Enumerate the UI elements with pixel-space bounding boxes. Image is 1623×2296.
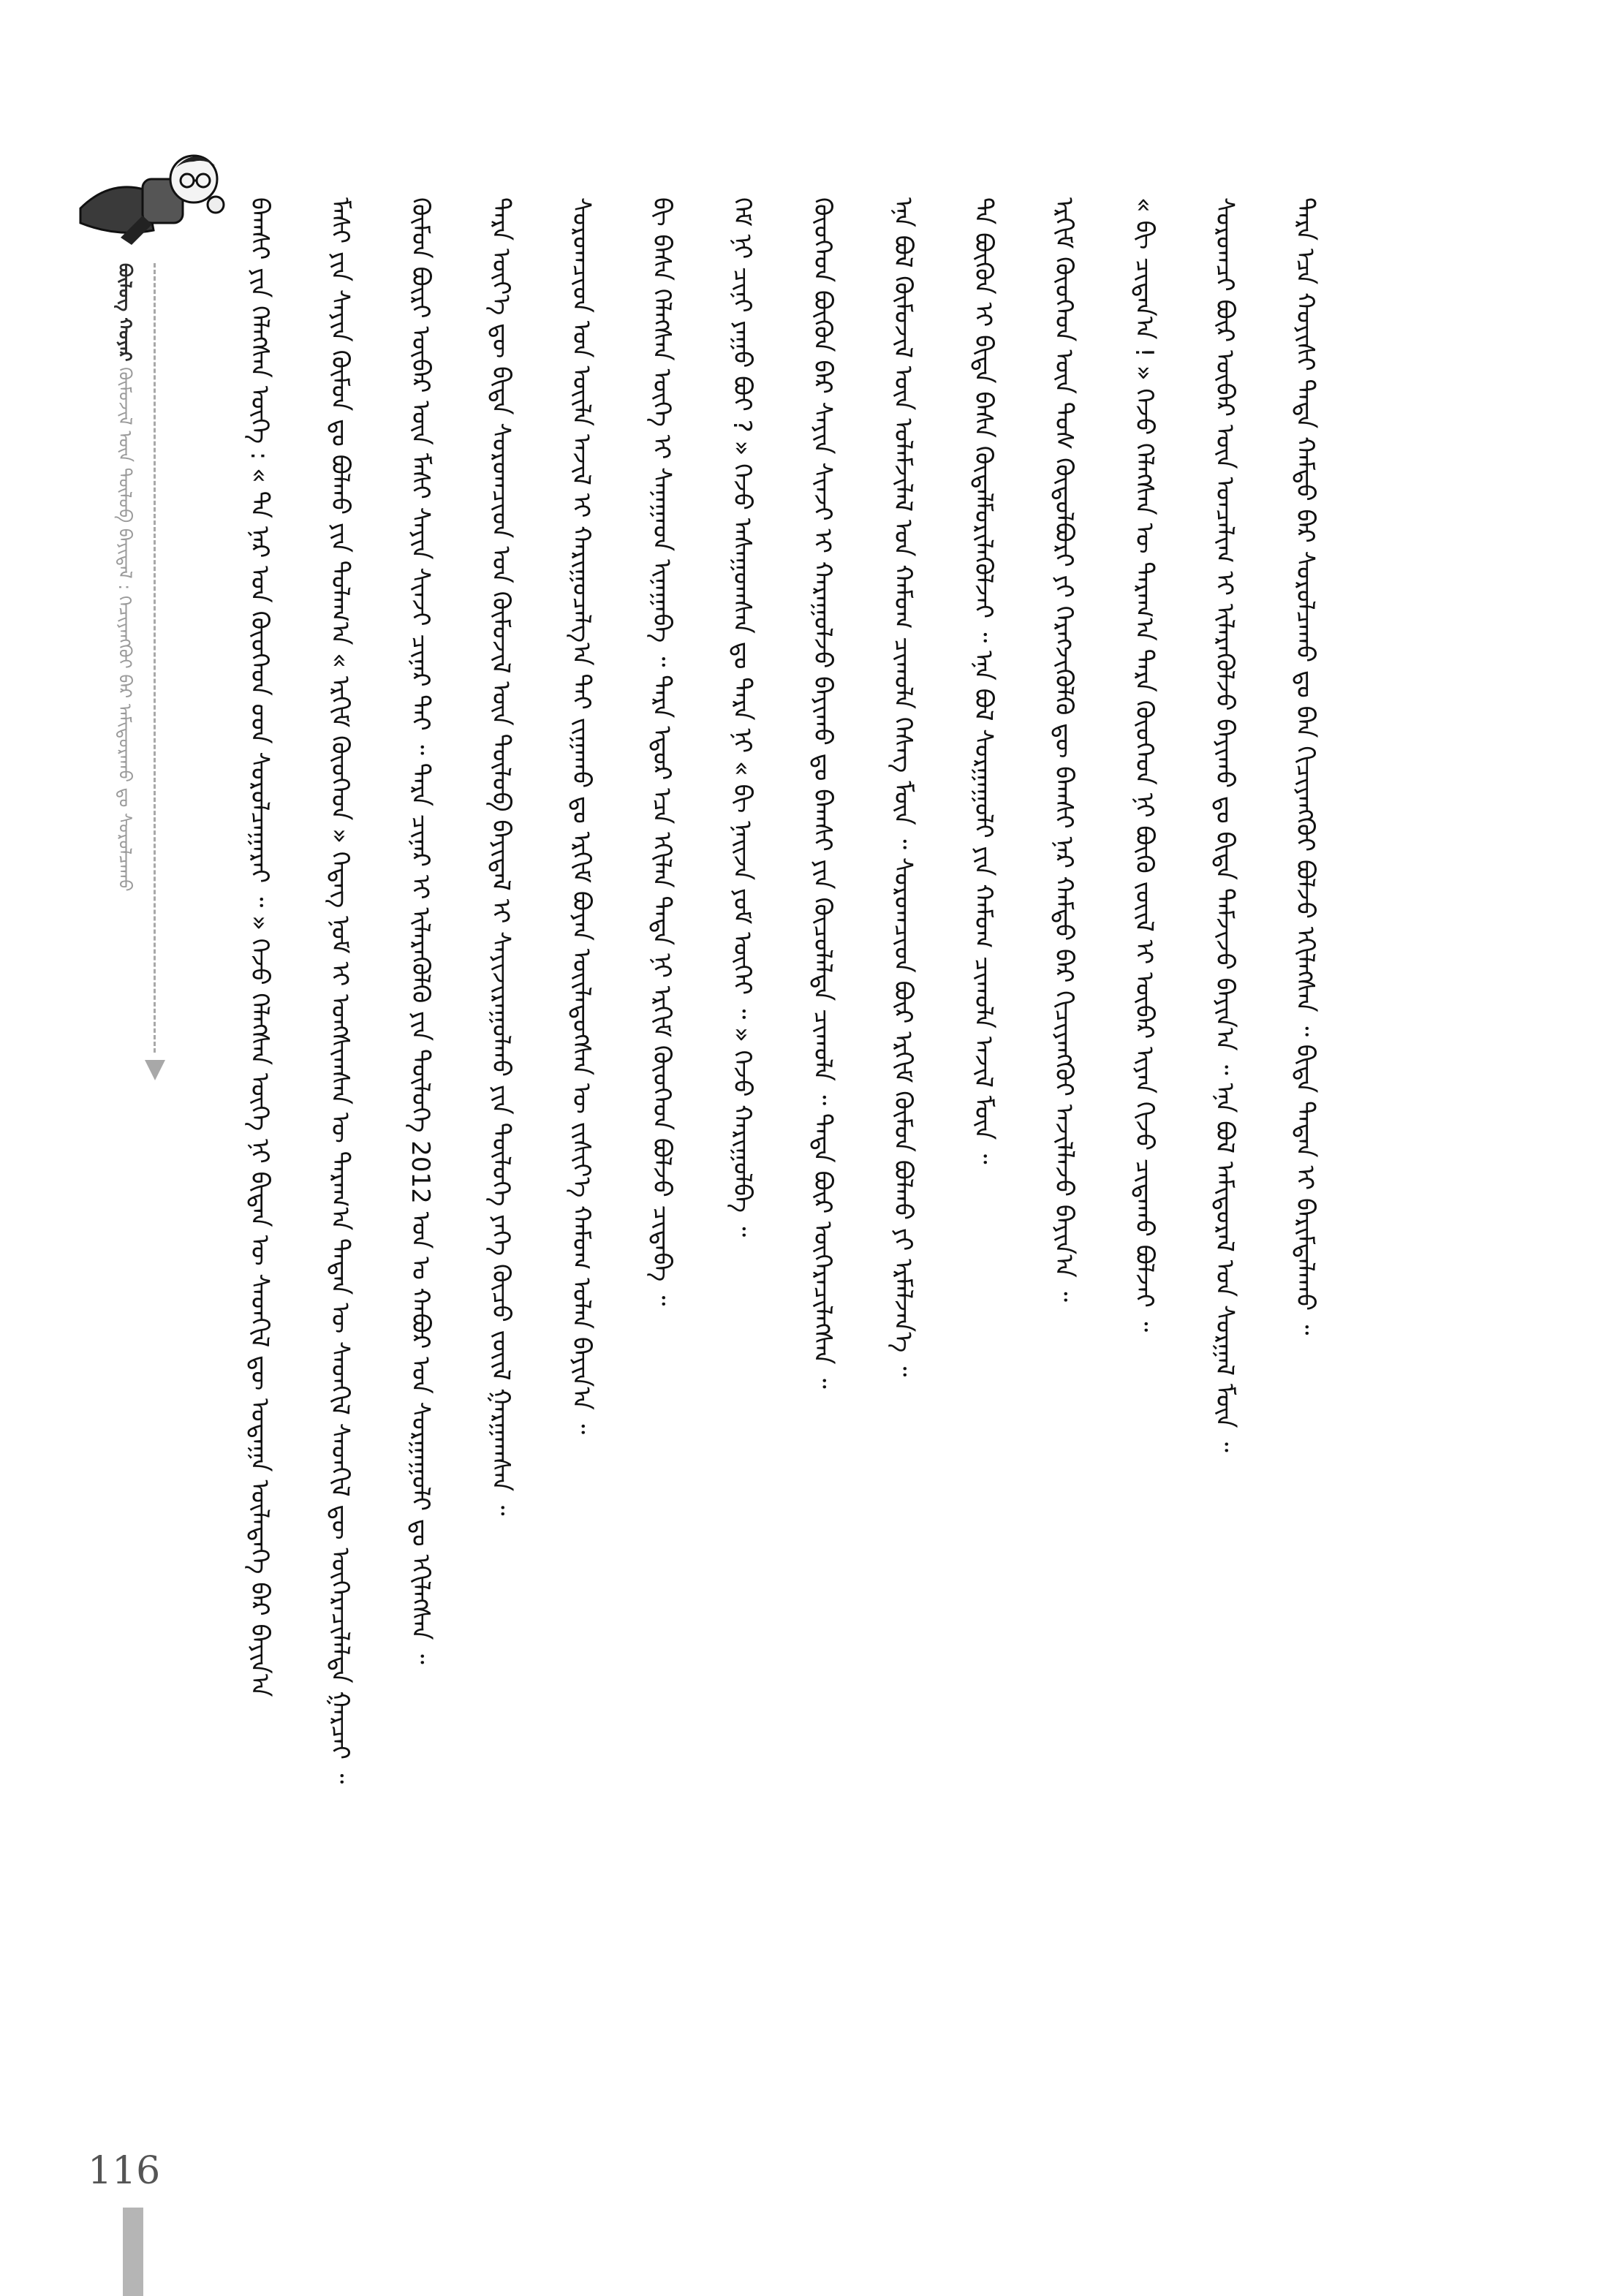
body-text xyxy=(241,197,1440,1966)
running-head-title: ᠬᠦᠮᠦᠵᠢᠯ ᠦᠨ ᠲᠥᠯᠦᠪ ᠪᠠᠶᠢᠳᠠᠯ : ᠬᠡᠴᠢᠶᠡᠩᠭᠦᠢ ᠪᠡᠷ ᠠᠮᠢᠳᠤᠷᠠᠬᠤ ᠳᠤ ᠰᠤᠷᠤᠯᠴᠠᠬᠤ xyxy=(115,367,135,892)
text-column-11: ᠡᠷᠬᠢᠮ ᠬᠦᠦᠬᠡᠳ ᠦᠨ ᠲᠤᠰ ᠬᠥᠲᠦᠯᠪᠦᠷᠢ ᠶᠢ ᠬᠡᠷᠡᠭᠵᠢᠭᠦᠯᠬᠦ ᠳᠦ ᠪᠠᠭᠰᠢ ᠨᠠᠷ ᠬᠠᠮᠲᠤ ᠪᠡᠷ ᠬᠢᠴᠢᠶᠡᠩᠭᠦᠢ ᠠᠵᠢᠯᠯᠠᠵᠤ ᠪᠠᠶᠢᠨ᠎ᠠ ᠃ xyxy=(1049,197,1078,1302)
running-head-arrow-icon xyxy=(145,1060,165,1080)
text-column-14: ᠲᠡᠷᠡ ᠡᠴᠡ ᠬᠣᠶᠢᠰᠢ ᠲᠡᠳᠡ ᠬᠠᠮᠲᠤ ᠪᠡᠷ ᠰᠤᠷᠤᠯᠴᠠᠬᠤ ᠳᠤ ᠪᠡᠨ ᠬᠢᠴᠢᠶᠡᠩᠭᠦᠢ ᠪᠣᠯᠵᠤ ᠡᠬᠢᠯᠡᠭᠰᠡᠨ ᠃ ᠪᠢᠳᠡ ᠲᠡᠳᠡᠨ ᠢ ᠪᠠᠷᠢᠮᠲᠠᠯᠠᠬᠤ ᠃ xyxy=(1290,197,1320,1335)
page-edge-tab xyxy=(123,2208,143,2296)
text-column-9: ᠡᠨᠡ ᠪᠣᠯ ᠬᠦᠮᠦᠵᠢᠯ ᠦᠨ ᠤᠯᠠᠮᠵᠢᠯᠠᠯ ᠤᠨ ᠬᠠᠮᠤᠭ ᠴᠢᠬᠤᠯᠠ ᠬᠡᠰᠡᠭ ᠮᠥᠨ ᠃ ᠰᠤᠷᠤᠭᠴᠢᠳ ᠪᠦᠷ ᠡᠷᠬᠢᠮ ᠬᠦᠮᠦᠨ ᠪᠣᠯᠬᠤ ᠶᠢ ᠡᠷᠮᠡᠯᠵᠡᠨ᠎ᠡ ᠃ xyxy=(888,197,918,1377)
page-number: 116 xyxy=(88,2149,161,2193)
text-column-13: ᠰᠤᠷᠤᠭᠴᠢ ᠪᠦᠷ ᠥᠪᠡᠷ ᠦᠨ ᠣᠨᠴᠠᠯᠢᠭ ᠢ ᠢᠯᠡᠷᠡᠭᠦᠯᠵᠦ ᠪᠠᠶᠢᠬᠤ ᠳᠤ ᠪᠢᠳᠡ ᠳᠡᠮᠵᠢᠵᠦ ᠪᠠᠶᠢᠨ᠎ᠠ ᠃ ᠡᠨᠡ ᠪᠣᠯ ᠠᠮᠢᠳᠤᠷᠠᠯ ᠤᠨ ᠰᠤᠷᠭᠠᠯ ᠮᠥᠨ ᠃ xyxy=(1210,197,1239,1452)
text-column-2: ᠮᠠᠰᠢ ᠶᠢᠨ ᠰᠠᠶᠢᠨ ᠬᠦᠮᠦᠨ ᠳᠤ ᠪᠣᠯᠬᠤ ᠶᠢᠨ ᠲᠤᠯᠠᠭ᠎ᠠ « ᠡᠷᠬᠢᠮ ᠬᠦᠦᠬᠡᠳ » ᠭᠡᠳᠡᠭ ᠨᠣᠮ ᠢ ᠤᠩᠰᠢᠭᠰᠠᠨ ᠦ ᠳᠠᠷᠠᠭ᠎ᠠ ᠲᠡᠳᠡᠨ ᠦ ᠰᠡᠳᠬᠢᠯ ᠰᠡᠳᠬᠢᠯ ᠳᠦ ᠥᠭᠡᠷᠡᠴᠢᠯᠡᠯᠲᠡ ᠭᠠᠷᠴᠠᠢ ᠃ xyxy=(325,197,355,1784)
text-column-5: ᠰᠤᠷᠤᠭᠴᠢᠳ ᠤᠨ ᠦᠢᠯᠡ ᠠᠵᠢᠯ ᠢ ᠬᠠᠷᠢᠭᠤᠴᠠᠯᠭ᠎ᠠ ᠲᠠᠢ ᠵᠢᠭᠠᠬᠤ ᠳᠤ ᠡᠷᠬᠢᠮ ᠪᠤᠶᠠᠨ ᠦᠢᠯᠡᠳᠦᠭᠰᠡᠨ ᠦ ᠵᠢᠱᠢᠶ᠎ᠡ ᠬᠠᠮᠤᠭ ᠣᠯᠠᠨ ᠪᠠᠶᠢᠨ᠎ᠠ ᠃ xyxy=(567,197,596,1435)
text-column-8: ᠬᠦᠦᠬᠡᠳ ᠪᠦᠬᠦᠨ ᠪᠡᠷ ᠰᠠᠶᠢᠨ ᠰᠢᠨᠵᠢ ᠢ ᠬᠠᠷᠠᠭᠤᠯᠵᠤ ᠪᠠᠶᠢᠬᠤ ᠳᠤ ᠪᠠᠭᠰᠢ ᠶᠢᠨ ᠬᠦᠴᠦᠯᠡᠯᠲᠡ ᠴᠢᠬᠤᠯᠠ ᠃ ᠲᠡᠳᠡ ᠪᠦᠷ ᠥᠭᠡᠷᠡᠴᠢᠯᠡᠭᠰᠡᠨ ᠃ xyxy=(808,197,837,1389)
running-head-divider xyxy=(154,263,156,1053)
text-column-12: « ᠪᠢ ᠴᠢᠳᠠᠨ᠎ᠠ ! » ᠭᠡᠵᠦ ᠬᠡᠯᠡᠭᠰᠡᠨ ᠦ ᠳᠠᠷᠠᠭ᠎ᠠ ᠲᠡᠷᠡ ᠬᠦᠦᠬᠡᠳ ᠨᠢ ᠪᠦᠬᠦ ᠵᠦᠢᠯ ᠢ ᠥᠪᠡᠷ ᠢᠶᠡᠨ ᠬᠢᠵᠦ ᠴᠢᠳᠠᠬᠤ ᠪᠣᠯᠵᠠᠢ ᠃ xyxy=(1130,197,1159,1333)
running-head-section: ᠪᠦᠯᠦᠭ ᠬᠣᠶᠠᠷ xyxy=(115,263,135,362)
text-column-1: ᠪᠠᠭᠰᠢ ᠶᠢᠨ ᠬᠡᠯᠡᠭᠰᠡᠨ ᠦᠭᠡ : « ᠲᠠ ᠨᠠᠷ ᠤᠨ ᠬᠦᠦᠬᠡᠳ ᠦ᠋ᠳ ᠰᠤᠷᠤᠯᠴᠠᠭᠠᠷᠠᠢ ᠃ » ᠭᠡᠵᠦ ᠬᠡᠯᠡᠭᠰᠡᠨ ᠦᠭᠡ ᠨᠢ ᠪᠢᠳᠡᠨ ᠦ ᠰᠡᠳᠬᠢᠯ ᠳᠦ ᠤᠳᠠᠭᠠ ᠦᠯᠡᠳᠡᠭᠡ ᠪᠡᠷ ᠪᠠᠶᠢᠨ᠎ᠠ xyxy=(245,197,274,1697)
text-column-4: ᠲᠡᠷᠡ ᠦᠶ᠎ᠡ ᠳᠦ ᠪᠢᠳᠡ ᠰᠤᠷᠤᠭᠴᠢᠳ ᠤᠨ ᠬᠦᠮᠦᠵᠢᠯ ᠦᠨ ᠲᠥᠯᠦᠪ ᠪᠠᠶᠢᠳᠠᠯ ᠢ ᠰᠠᠶᠢᠵᠢᠷᠠᠭᠤᠯᠬᠤ ᠶᠢᠨ ᠲᠥᠯᠦᠭᠡ ᠶᠡᠬᠡ ᠬᠦᠴᠦ ᠵᠦᠢᠯ ᠭᠠᠷᠭᠠᠭᠰᠠᠨ ᠃ xyxy=(486,197,515,1516)
running-head xyxy=(110,263,139,892)
text-column-6: ᠪᠢ ᠪᠠᠰᠠ ᠬᠡᠯᠡᠭᠰᠡᠨ ᠦᠭᠡ ᠢ ᠰᠠᠨᠠᠭᠠᠳ ᠢᠨᠠᠭᠠᠪᠠ ᠃ ᠲᠡᠷᠡ ᠡᠳᠦᠷ ᠡᠴᠡ ᠡᠬᠢᠯᠡᠨ ᠲᠡᠳᠡ ᠨᠢ ᠡᠷᠬᠢᠮ ᠬᠦᠦᠬᠡᠳ ᠪᠣᠯᠵᠤ ᠴᠢᠳᠠᠪᠠ ᠃ xyxy=(647,197,676,1306)
text-column-7: ᠭᠡᠮ ᠨᠢ ᠴᠢᠨᠢ ᠶᠠᠭᠤ ᠪᠣᠢ ? » ᠭᠡᠵᠦ ᠠᠰᠠᠭᠤᠭᠰᠠᠨ ᠳᠤ ᠲᠡᠷᠡ ᠨᠢ « ᠪᠢ ᠨᠠᠢᠵᠠ ᠶᠤᠮ ᠦᠭᠡᠢ ᠃ » ᠭᠡᠵᠦ ᠬᠠᠷᠢᠭᠤᠯᠪᠠ ᠃ xyxy=(727,197,757,1238)
text-column-10: ᠲᠠ ᠪᠦᠬᠦᠨ ᠢ ᠪᠢᠳᠡ ᠪᠠᠰᠠ ᠬᠦᠳᠡᠯᠮᠦᠷᠢᠯᠡᠭᠦᠯᠵᠡᠢ ᠃ ᠡᠨᠡ ᠪᠣᠯ ᠰᠤᠷᠭᠠᠭᠤᠯᠢ ᠶᠢᠨ ᠬᠠᠮᠤᠭ ᠴᠢᠬᠤᠯᠠ ᠠᠵᠢᠯ ᠮᠥᠨ ᠃ xyxy=(969,197,998,1164)
text-column-3: ᠬᠦᠮᠦᠨ ᠪᠦᠷᠢ ᠥᠪᠡᠷ ᠦᠨ ᠮᠠᠰᠢ ᠰᠠᠶᠢᠨ ᠰᠢᠨᠵᠢ ᠴᠢᠨᠠᠷ ᠲᠠᠢ ᠃ ᠲᠡᠷᠡ ᠴᠢᠨᠠᠷ ᠢ ᠢᠯᠡᠷᠡᠭᠦᠯᠬᠦ ᠶᠢᠨ ᠲᠥᠯᠦᠭᠡ 2012 ᠣᠨ ᠤ ᠬᠠᠪᠤᠷ ᠤᠨ ᠰᠤᠷᠭᠠᠭᠤᠯᠢ ᠳᠤ ᠡᠬᠢᠯᠡᠭᠰᠡᠨ ᠃ xyxy=(406,197,435,1664)
mascot-illustration xyxy=(66,128,227,259)
